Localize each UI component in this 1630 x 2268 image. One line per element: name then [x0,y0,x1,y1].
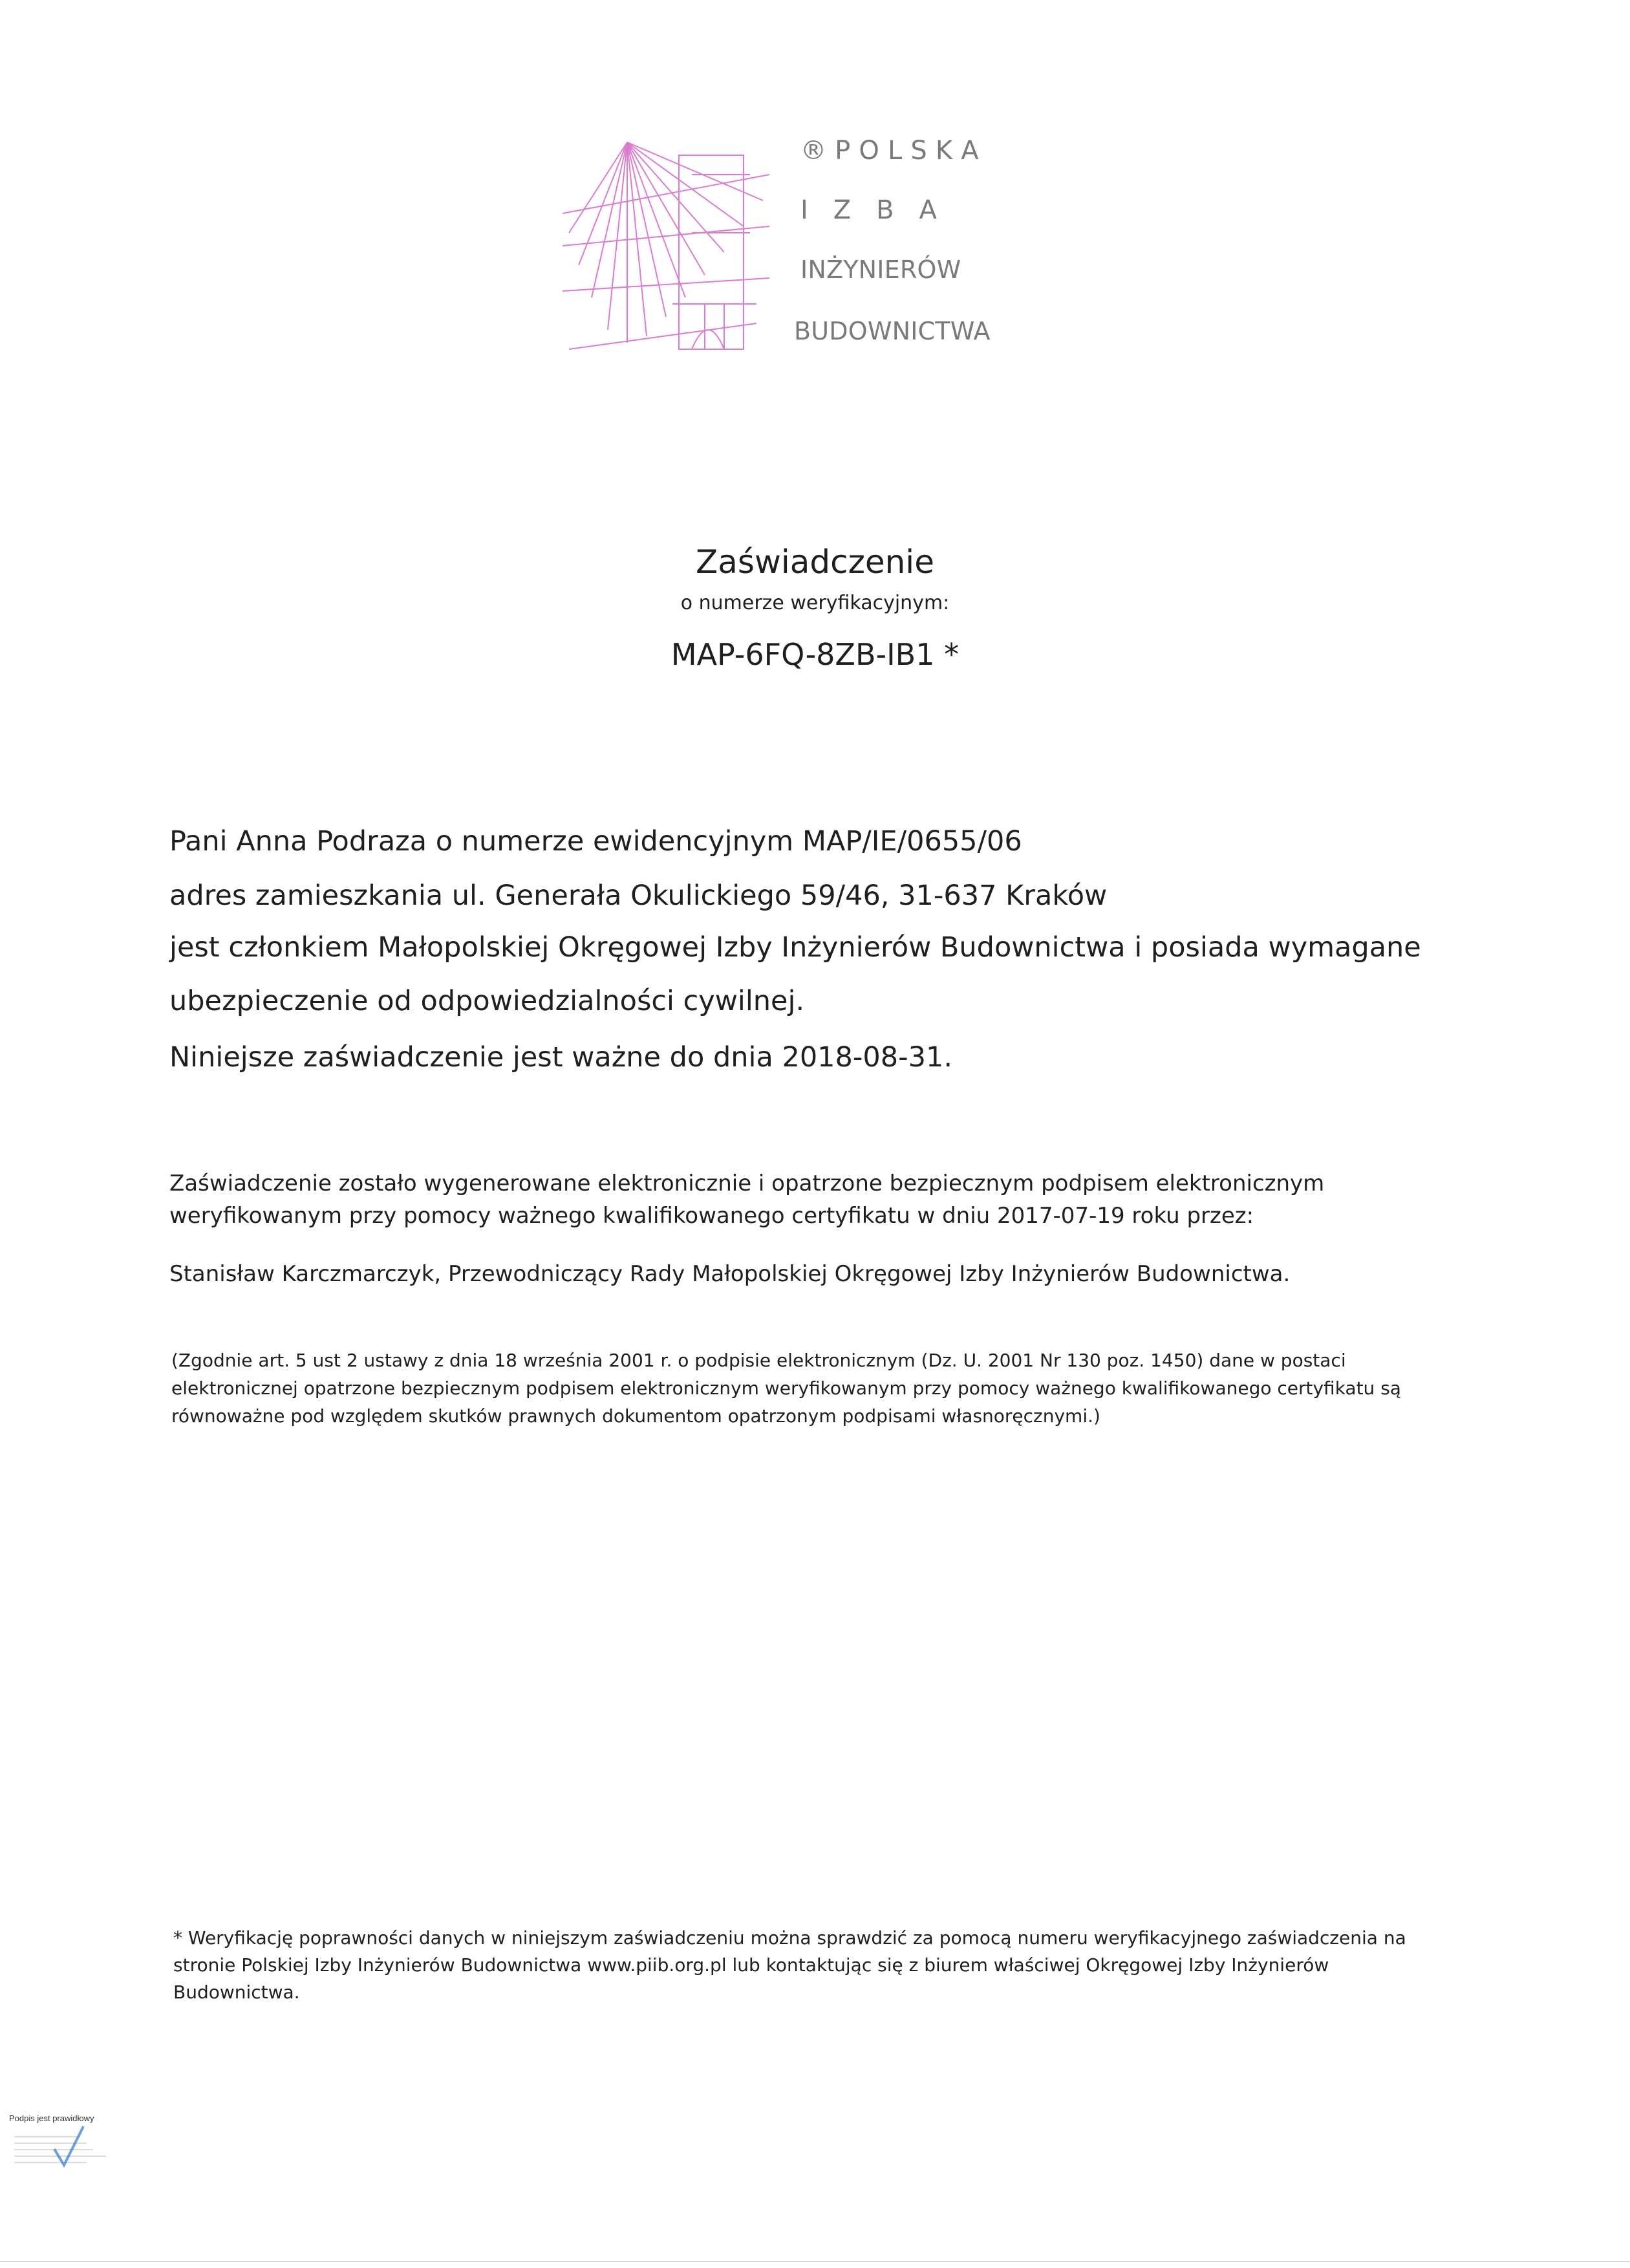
signature-valid-label: Podpis jest prawidłowy [9,2113,94,2123]
logo-text-polska: ® P O L S K A [800,136,979,166]
legal-note-line: (Zgodnie art. 5 ust 2 ustawy z dnia 18 września 2001 r. o podpisie elektronicznym (Dz. U. 2001 Nr 130 poz. 1450) dane w postaci [171,1350,1346,1371]
document-title: Zaświadczenie [696,543,934,581]
main-text-line: ubezpieczenie od odpowiedzialności cywilnej. [169,985,805,1017]
signature-info-line: weryfikowanym przy pomocy ważnego kwalifikowanego certyfikatu w dniu 2017-07-19 roku przez: [169,1203,1254,1229]
legal-note-line: równoważne pod względem skutków prawnych dokumentom opatrzonym podpisami własnoręcznymi.) [171,1405,1100,1427]
signer-name: Stanisław Karczmarczyk, Przewodniczący Rady Małopolskiej Okręgowej Izby Inżynierów Budownictwa. [169,1261,1291,1287]
page-bottom-edge [0,2261,1630,2262]
verification-number: MAP-6FQ-8ZB-IB1 * [670,637,960,672]
document-subtitle: o numerze weryfikacyjnym: [680,592,950,614]
main-text-line: jest członkiem Małopolskiej Okręgowej Izby Inżynierów Budownictwa i posiada wymagane [169,931,1421,964]
footnote-line: * Weryfikację poprawności danych w niniejszym zaświadczeniu można sprawdzić za pomocą numeru weryfikacyjnego zaświadczenia na [173,1927,1406,1949]
main-text-line: Niniejsze zaświadczenie jest ważne do dnia 2018-08-31. [169,1041,953,1074]
logo-text-izba: I Z B A [800,195,938,225]
piib-logo-graphic [563,136,776,356]
legal-note-line: elektronicznej opatrzone bezpiecznym podpisem elektronicznym weryfikowanym przy pomocy ważnego kwalifikowanego certyfikatu są [171,1377,1401,1399]
signature-check-icon [9,2113,125,2185]
signature-info-line: Zaświadczenie zostało wygenerowane elektronicznie i opatrzone bezpiecznym podpisem elektronicznym [169,1171,1325,1196]
logo-text-budownictwa: BUDOWNICTWA [794,317,991,345]
footnote-line: Budownictwa. [173,1982,300,2003]
logo-text-inzynierow: INŻYNIERÓW [800,255,961,284]
footnote-line: stronie Polskiej Izby Inżynierów Budownictwa www.piib.org.pl lub kontaktując się z biurem właściwej Okręgowej Izby Inżynierów [173,1954,1329,1976]
main-text-line: Pani Anna Podraza o numerze ewidencyjnym MAP/IE/0655/06 [169,825,1022,858]
main-text-line: adres zamieszkania ul. Generała Okulickiego 59/46, 31-637 Kraków [169,880,1108,912]
